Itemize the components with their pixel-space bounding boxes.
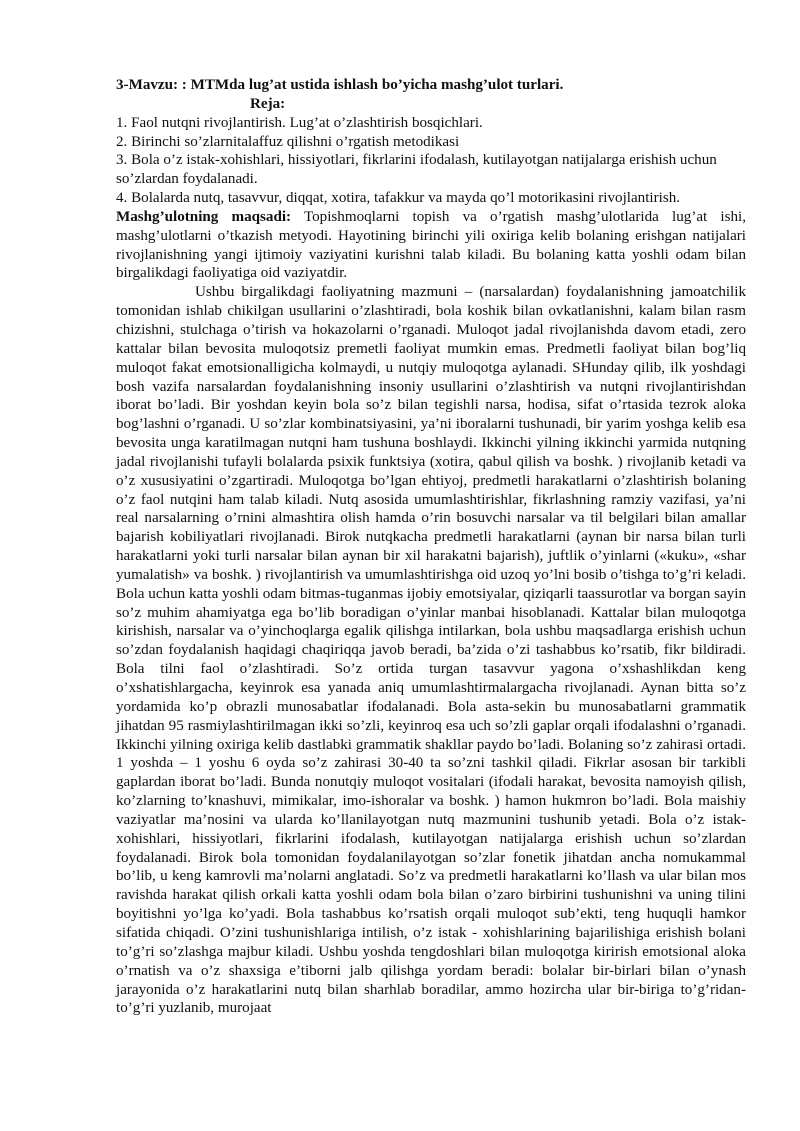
plan-heading: Reja: <box>250 95 286 112</box>
body-paragraph: Ushbu birgalikdagi faoliyatning mazmuni – (narsalardan) foydalanishning jamoatchilik tomonidan ishlab chikilgan usullarini o’zlashtiradi, bola koshik bilan ovkatlanishni, kalam bilan rasm chizishni, stulchaga o’tirish va hokazolarni o’rganadi. Muloqot jadal rivojlanishda davom etadi, zero kattalar bilan bevosita muloqotsiz premetli faoliyat mumkin emas. Predmetli faoliyat bilan bog’liq muloqot fakat emotsionalligicha kolmaydi, u nutqiy muloqotga aylanadi. SHunday qilib, ilk yoshdagi bosh vazifa narsalardan foydalanishning insoniy usullarini o’zlashtirish va nutqni rivojlantirishdan iborat bo’ladi. Bir yoshdan keyin bola so’z bilan tegishli narsa, hodisa, sifat o’rtasida tezrok aloka bog’lashni o’rganadi. U so’zlar kombinatsiyasini, ya’ni iboralarni tushunadi, bir yarim yoshga kelib esa bevosita unga karatilmagan nutqni ham tushuna boshlaydi. Ikkinchi yilning ikkinchi yarmida nutqning jadal rivojlanishi tufayli bolalarda psixik funktsiya (xotira, qabul qilish va boshk. ) rivojlanib ketadi va o’z xususiyatini o’zgartiradi. Muloqotga bo’lgan ehtiyoj, predmetli harakatlarni o’zlashtirish bolaning o’z faol nutqini ham talab kiladi. Nutq asosida umumlashtirishlar, fikrlashning ramziy vazifasi, ya’ni real narsalarning o’rnini almashtira olish hamda o’rin bosuvchi narsalar va til belgilari bilan amallar bajarish kobiliyatlari rivojlanadi. Birok nutqkacha predmetli harakatlarni (aynan bir narsa bilan turli harakatlarni yoki turli narsalar bilan aynan bir xil harakatni bajarish), juftlik o’yinlarni («kuku», «shar yumalatish» va boshk. ) rivojlantirish va umumlashtirishga oid uzoq yo’lni bosib o’tishga to’g’ri keladi. Bola uchun katta yoshli odam bitmas-tuganmas ijobiy emotsiyalar, qiziqarli taassurotlar va borgan sayin so’z muhim ahamiyatga ega bo’lib boradigan o’yinlar manbai hisoblanadi. Kattalar bilan muloqotga kirishish, narsalar va o’yinchoqlarga egalik qilishga intilarkan, bola ushbu maqsadlarga erishish uchun so’zdan foydalanish haqidagi chaqiriqqa javob beradi, ba’zida o’zi tashabbus ko’rsatib, fikr bildiradi. Bola tilni faol o’zlashtiradi. So’z ortida turgan tasavvur yagona o’xshashlikdan keng o’xshatishlargacha, keyinrok esa yanada aniq umumlashtirmalargacha rivojlanadi. Aynan bitta so’z yordamida ko’p obrazli munosabatlar ifodalanadi. Bola asta-sekin bu munosabatlarni grammatik jihatdan 95 rasmiylashtirilmagan ikki so’zli, keyinroq esa uch so’zli gaplar orqali ifodalashni o’rganadi. Ikkinchi yilning oxiriga kelib dastlabki grammatik shakllar paydo bo’ladi. Bolaning so’z zahirasi ortadi. 1 yoshda – 1 yoshu 6 oyda so’z zahirasi 30-40 ta so’zni tashkil qiladi. Fikrlar asosan bir tarkibli gaplardan iborat bo’ladi. Bunda nonutqiy muloqot vositalari (ifodali harakat, bevosita namoyish qilish, ko’zlarning to’knashuvi, mimikalar, imo-ishoralar va boshk. ) hamon hukmron bo’ladi. Bola maishiy vaziyatlar ma’nosini va ularda ko’llanilayotgan nutq mazmunini tushunib yetadi. Bola o’z istak-xohishlari, hissiyotlari, fikrlarini ifodalash, kutilayotgan natijalarga erishish uchun so’zlardan foydalanadi. Birok bola tomonidan foydalanilayotgan so’zlar fonetik jihatdan ancha nomukammal bo’lib, u keng kamrovli ma’nolarni anglatadi. So’z va predmetli harakatlarni ko’llash va ular bilan mos ravishda harakat qilish orkali katta yoshli odam bola bilan o’zaro birbirini tushunishni va uning tilini boyitishni yo’lga ko’yadi. Bola tashabbus ko’rsatish orqali muloqot sub’ekti, teng huquqli hamkor sifatida chiqadi. O’zini tushunishlariga intilish, o’z istak - xohishlarining bajarilishiga erishish bolani to’g’ri so’zlashga majbur kiladi. Ushbu yoshda tengdoshlari bilan muloqotga kirirish emotsional aloka o’rnatish va o’z shaxsiga e’tiborni jalb qilishga yordam beradi: bolalar bir-birlari bilan o’ynash jarayonida o’z harakatlarini nutq bilan sharhlab boradilar, ammo hozircha ular bir-biriga to’g’ridan-to’g’ri yuzlanib, murojaat <box>116 284 746 1017</box>
document-page <box>116 76 746 1018</box>
plan-item-3: 3. Bola o’z istak-xohishlari, hissiyotlari, fikrlarini ifodalash, kutilayotgan natijalarga erishish uchun so’zlardan foydalanadi. <box>116 152 717 188</box>
plan-item-4: 4. Bolalarda nutq, tasavvur, diqqat, xotira, tafakkur va mayda qo’l motorikasini rivojlantirish. <box>116 190 681 207</box>
plan-item-1: 1. Faol nutqni rivojlantirish. Lug’at o’zlashtirish bosqichlari. <box>116 114 483 131</box>
goal-text: Topishmoqlarni topish va o’rgatish mashg’ulotlarida lug’at ishi, mashg’ulotlarni o’tkazish metyodi. Hayotining birinchi yili oxiriga kelib bolaning erishgan natijalari rivojlanishning yangi ijtimoiy vaziyatini kurishni talab kiladi. Bu bolaning katta yoshli odam bilan birgalikdagi faoliyatiga oid vaziyatdir. <box>116 208 746 282</box>
goal-paragraph <box>116 208 746 283</box>
goal-label: Mashg’ulotning maqsadi: <box>116 208 292 225</box>
document-title: 3-Mavzu: : MTMda lug’at ustida ishlash bo’yicha mashg’ulot turlari. <box>116 77 564 93</box>
plan-item-2: 2. Birinchi so’zlarnitalaffuz qilishni o’rgatish metodikasi <box>116 133 460 150</box>
